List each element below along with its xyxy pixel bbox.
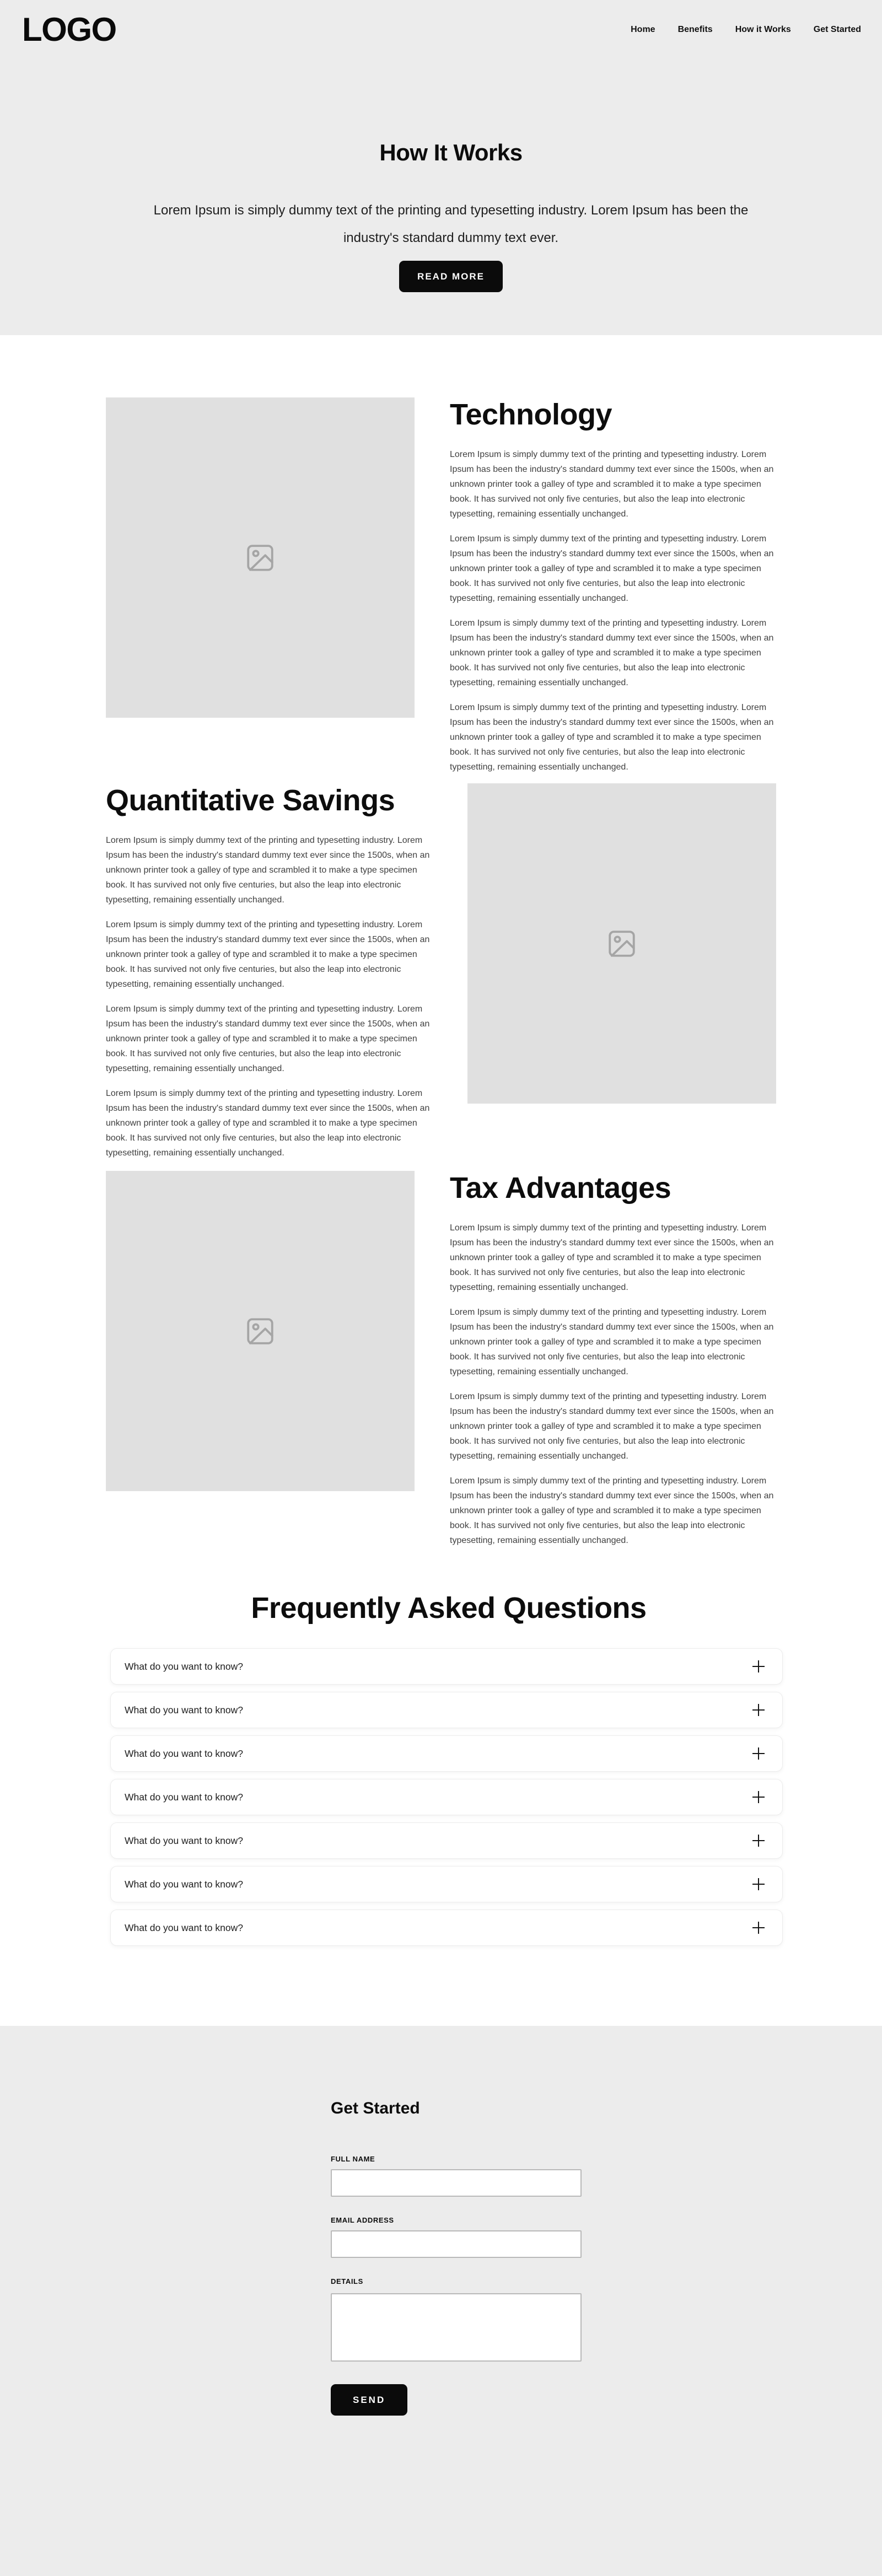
nav-item-how-it-works[interactable]: How it Works: [735, 24, 791, 34]
main-nav: [608, 25, 861, 35]
nav-item-benefits[interactable]: Benefits: [677, 24, 713, 34]
hero-section: [0, 59, 882, 292]
faq-question: What do you want to know?: [125, 1791, 243, 1803]
section-paragraph: Lorem Ipsum is simply dummy text of the printing and typesetting industry. Lorem Ipsum has been the industry's standard dummy text ever since the 1500s, when an unknown printer took a galley of type and scrambled it to make a type specimen book. It has survived not only five centuries, but also the leap into electronic typesetting, remaining essentially unchanged.: [106, 1004, 430, 1073]
section-paragraph: Lorem Ipsum is simply dummy text of the printing and typesetting industry. Lorem Ipsum has been the industry's standard dummy text ever since the 1500s, when an unknown printer took a galley of type and scrambled it to make a type specimen book. It has survived not only five centuries, but also the leap into electronic typesetting, remaining essentially unchanged.: [450, 1308, 774, 1376]
faq-item[interactable]: [110, 1692, 783, 1728]
section-paragraph: Lorem Ipsum is simply dummy text of the printing and typesetting industry. Lorem Ipsum has been the industry's standard dummy text ever since the 1500s, when an unknown printer took a galley of type and scrambled it to make a type specimen book. It has survived not only five centuries, but also the leap into electronic typesetting, remaining essentially unchanged.: [450, 1476, 774, 1545]
header: [0, 0, 882, 59]
full-name-input[interactable]: [331, 2169, 582, 2197]
section-paragraph: Lorem Ipsum is simply dummy text of the printing and typesetting industry. Lorem Ipsum has been the industry's standard dummy text ever since the 1500s, when an unknown printer took a galley of type and scrambled it to make a type specimen book. It has survived not only five centuries, but also the leap into electronic typesetting, remaining essentially unchanged.: [450, 534, 774, 603]
logo[interactable]: LOGO: [22, 11, 116, 48]
details-input[interactable]: [331, 2293, 582, 2362]
section-paragraph: Lorem Ipsum is simply dummy text of the printing and typesetting industry. Lorem Ipsum has been the industry's standard dummy text ever since the 1500s, when an unknown printer took a galley of type and scrambled it to make a type specimen book. It has survived not only five centuries, but also the leap into electronic typesetting, remaining essentially unchanged.: [450, 450, 774, 519]
section-quantitative-savings: [106, 783, 776, 1160]
get-started-section: [0, 2026, 882, 2576]
section-paragraph: Lorem Ipsum is simply dummy text of the printing and typesetting industry. Lorem Ipsum has been the industry's standard dummy text ever since the 1500s, when an unknown printer took a galley of type and scrambled it to make a type specimen book. It has survived not only five centuries, but also the leap into electronic typesetting, remaining essentially unchanged.: [450, 619, 774, 687]
section-technology: [106, 397, 776, 775]
top-band: [0, 0, 882, 335]
section-text: [450, 1171, 776, 1548]
section-text: [106, 783, 432, 1160]
faq-item[interactable]: [110, 1822, 783, 1859]
plus-icon: [751, 1877, 766, 1891]
image-placeholder: [467, 783, 776, 1104]
nav-item-get-started[interactable]: Get Started: [813, 24, 861, 34]
section-paragraph: Lorem Ipsum is simply dummy text of the printing and typesetting industry. Lorem Ipsum has been the industry's standard dummy text ever since the 1500s, when an unknown printer took a galley of type and scrambled it to make a type specimen book. It has survived not only five centuries, but also the leap into electronic typesetting, remaining essentially unchanged.: [106, 836, 430, 905]
section-paragraph: Lorem Ipsum is simply dummy text of the printing and typesetting industry. Lorem Ipsum has been the industry's standard dummy text ever since the 1500s, when an unknown printer took a galley of type and scrambled it to make a type specimen book. It has survived not only five centuries, but also the leap into electronic typesetting, remaining essentially unchanged.: [106, 1089, 430, 1158]
plus-icon: [751, 1659, 766, 1674]
faq-item[interactable]: [110, 1735, 783, 1772]
faq-question: What do you want to know?: [125, 1704, 243, 1715]
image-placeholder: [106, 1171, 415, 1491]
section-text: [450, 397, 776, 775]
section-title: Tax Advantages: [450, 1171, 671, 1204]
faq-title: Frequently Asked Questions: [251, 1591, 647, 1625]
section-paragraph: Lorem Ipsum is simply dummy text of the printing and typesetting industry. Lorem Ipsum has been the industry's standard dummy text ever since the 1500s, when an unknown printer took a galley of type and scrambled it to make a type specimen book. It has survived not only five centuries, but also the leap into electronic typesetting, remaining essentially unchanged.: [450, 1392, 774, 1461]
plus-icon: [751, 1703, 766, 1717]
read-more-button[interactable]: READ MORE: [399, 261, 503, 292]
hero-title: How It Works: [379, 139, 523, 165]
details-label: DETAILS: [331, 2277, 363, 2285]
faq-item[interactable]: [110, 1910, 783, 1946]
faq-question: What do you want to know?: [125, 1835, 243, 1846]
plus-icon: [751, 1921, 766, 1935]
nav-item-home[interactable]: Home: [631, 24, 655, 34]
faq-question: What do you want to know?: [125, 1660, 243, 1672]
form-title: Get Started: [331, 2099, 420, 2117]
faq-item[interactable]: [110, 1866, 783, 1902]
full-name-label: FULL NAME: [331, 2155, 375, 2163]
hero-subtitle: Lorem Ipsum is simply dummy text of the printing and typesetting industry. Lorem Ipsum has been the industry's standard dummy text ever.: [153, 203, 749, 245]
image-icon: [606, 928, 638, 960]
section-paragraph: Lorem Ipsum is simply dummy text of the printing and typesetting industry. Lorem Ipsum has been the industry's standard dummy text ever since the 1500s, when an unknown printer took a galley of type and scrambled it to make a type specimen book. It has survived not only five centuries, but also the leap into electronic typesetting, remaining essentially unchanged.: [106, 920, 430, 989]
faq-question: What do you want to know?: [125, 1922, 243, 1933]
email-address-input[interactable]: [331, 2230, 582, 2258]
section-title: Quantitative Savings: [106, 784, 395, 817]
faq-list: [110, 1648, 783, 1946]
section-title: Technology: [450, 398, 612, 431]
faq-question: What do you want to know?: [125, 1878, 243, 1890]
image-placeholder: [106, 397, 415, 718]
image-icon: [244, 542, 276, 574]
section-paragraph: Lorem Ipsum is simply dummy text of the printing and typesetting industry. Lorem Ipsum has been the industry's standard dummy text ever since the 1500s, when an unknown printer took a galley of type and scrambled it to make a type specimen book. It has survived not only five centuries, but also the leap into electronic typesetting, remaining essentially unchanged.: [450, 1223, 774, 1292]
plus-icon: [751, 1833, 766, 1848]
contact-form: [331, 2099, 582, 2416]
plus-icon: [751, 1746, 766, 1761]
section-tax-advantages: [106, 1171, 776, 1548]
section-paragraph: Lorem Ipsum is simply dummy text of the printing and typesetting industry. Lorem Ipsum has been the industry's standard dummy text ever since the 1500s, when an unknown printer took a galley of type and scrambled it to make a type specimen book. It has survived not only five centuries, but also the leap into electronic typesetting, remaining essentially unchanged.: [450, 703, 774, 772]
faq-question: What do you want to know?: [125, 1747, 243, 1759]
plus-icon: [751, 1790, 766, 1804]
image-icon: [244, 1315, 276, 1347]
faq-section: [0, 1590, 882, 1946]
faq-item[interactable]: [110, 1648, 783, 1685]
faq-item[interactable]: [110, 1779, 783, 1815]
send-button[interactable]: SEND: [331, 2384, 407, 2416]
email-address-label: EMAIL ADDRESS: [331, 2216, 394, 2224]
